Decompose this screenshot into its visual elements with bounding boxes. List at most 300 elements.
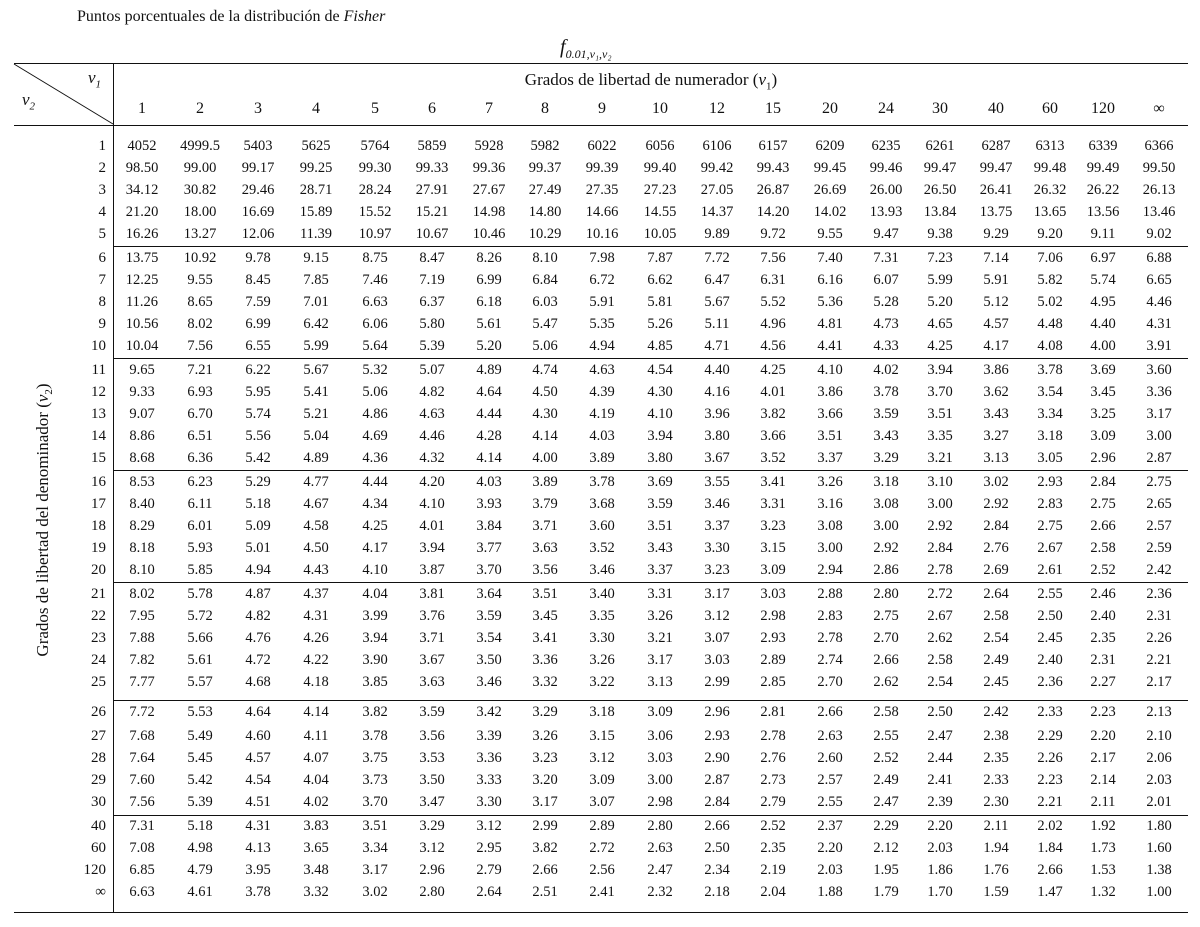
table-cell: 2.58: [983, 608, 1009, 624]
column-header: 8: [541, 100, 549, 117]
table-cell: 4.87: [245, 586, 271, 602]
table-cell: 3.79: [532, 496, 558, 512]
table-cell: 4.36: [362, 450, 388, 466]
table-cell: 3.59: [476, 608, 502, 624]
table-cell: 5.29: [245, 474, 271, 490]
table-cell: 5.09: [245, 518, 271, 534]
table-cell: 2.83: [817, 608, 843, 624]
column-header: 40: [988, 100, 1004, 117]
table-cell: 3.77: [476, 540, 502, 556]
table-cell: 6.70: [187, 406, 213, 422]
table-cell: 2.92: [927, 518, 953, 534]
table-cell: 8.29: [129, 518, 155, 534]
table-cell: 8.10: [532, 250, 558, 266]
column-header: 20: [822, 100, 838, 117]
table-cell: 3.35: [927, 428, 953, 444]
table-cell: 3.56: [419, 728, 445, 744]
column-header: 4: [312, 100, 320, 117]
table-cell: 1.79: [873, 884, 899, 900]
table-cell: 3.43: [873, 428, 899, 444]
table-cell: 3.43: [983, 406, 1009, 422]
table-cell: 6.36: [187, 450, 213, 466]
table-cell: 2.67: [1037, 540, 1063, 556]
table-cell: 2.84: [1090, 474, 1116, 490]
table-cell: 2.96: [419, 862, 445, 878]
table-cell: 8.02: [187, 316, 213, 332]
table-cell: 10.46: [472, 226, 506, 242]
table-cell: 2.66: [1090, 518, 1116, 534]
table-cell: 2.26: [1146, 630, 1172, 646]
table-cell: 2.11: [983, 818, 1009, 834]
table-cell: 2.89: [760, 652, 786, 668]
table-cell: 4.63: [589, 362, 615, 378]
table-cell: 2.04: [760, 884, 786, 900]
table-cell: 3.17: [647, 652, 673, 668]
table-cell: 3.51: [927, 406, 953, 422]
table-cell: 2.20: [927, 818, 953, 834]
table-cell: 2.67: [927, 608, 953, 624]
table-cell: 6261: [925, 138, 955, 154]
row-label: 9: [98, 316, 106, 332]
table-cell: 5.74: [1090, 272, 1116, 288]
table-cell: 3.63: [532, 540, 558, 556]
table-cell: 2.45: [983, 674, 1009, 690]
table-cell: 26.69: [813, 182, 847, 198]
table-cell: 5.06: [532, 338, 558, 354]
table-cell: 13.65: [1033, 204, 1067, 220]
table-cell: 3.26: [647, 608, 673, 624]
table-cell: 5.20: [476, 338, 502, 354]
table-cell: 4.81: [817, 316, 843, 332]
table-cell: 3.59: [873, 406, 899, 422]
table-cell: 3.46: [704, 496, 730, 512]
table-cell: 3.36: [476, 750, 502, 766]
table-cell: 3.59: [647, 496, 673, 512]
table-cell: 3.69: [647, 474, 673, 490]
table-cell: 6235: [871, 138, 901, 154]
table-cell: 9.72: [760, 226, 786, 242]
table-cell: 4.32: [419, 450, 445, 466]
table-cell: 3.65: [303, 840, 329, 856]
table-cell: 8.75: [362, 250, 388, 266]
table-cell: 1.94: [983, 840, 1009, 856]
table-cell: 2.61: [1037, 562, 1063, 578]
table-cell: 6.63: [362, 294, 388, 310]
table-cell: 6.07: [873, 272, 899, 288]
table-cell: 3.52: [760, 450, 786, 466]
table-cell: 4.57: [983, 316, 1009, 332]
table-cell: 2.50: [704, 840, 730, 856]
table-cell: 2.52: [1090, 562, 1116, 578]
table-cell: 2.12: [873, 840, 899, 856]
table-cell: 4.74: [532, 362, 558, 378]
table-cell: 3.96: [704, 406, 730, 422]
table-cell: 2.18: [704, 884, 730, 900]
table-cell: 2.73: [760, 772, 786, 788]
table-cell: 2.66: [817, 704, 843, 720]
table-cell: 2.90: [704, 750, 730, 766]
column-header: ∞: [1153, 100, 1165, 117]
table-caption: [77, 8, 385, 26]
statistic-base: f: [560, 36, 566, 58]
table-cell: 2.84: [983, 518, 1009, 534]
table-cell: 14.80: [528, 204, 562, 220]
table-cell: 4.07: [303, 750, 329, 766]
table-cell: 2.78: [760, 728, 786, 744]
table-cell: 2.88: [817, 586, 843, 602]
table-cell: 9.07: [129, 406, 155, 422]
table-cell: 2.86: [873, 562, 899, 578]
table-cell: 8.10: [129, 562, 155, 578]
table-cell: 4.02: [303, 794, 329, 810]
table-cell: 6.51: [187, 428, 213, 444]
table-cell: 4.64: [476, 384, 502, 400]
table-cell: 6.65: [1146, 272, 1172, 288]
table-cell: 4.72: [245, 652, 271, 668]
table-cell: 4.44: [476, 406, 502, 422]
table-cell: 1.59: [983, 884, 1009, 900]
table-cell: 8.47: [419, 250, 445, 266]
table-cell: 2.98: [760, 608, 786, 624]
table-cell: 3.66: [817, 406, 843, 422]
table-cell: 7.56: [129, 794, 155, 810]
table-cell: 3.17: [532, 794, 558, 810]
table-cell: 2.47: [873, 794, 899, 810]
table-cell: 4.85: [647, 338, 673, 354]
table-cell: 3.03: [647, 750, 673, 766]
table-cell: 13.84: [923, 204, 957, 220]
table-cell: 6157: [758, 138, 788, 154]
column-header: 5: [371, 100, 379, 117]
table-cell: 27.23: [643, 182, 677, 198]
table-cell: 3.82: [760, 406, 786, 422]
table-cell: 11.26: [125, 294, 159, 310]
table-cell: 29.46: [241, 182, 275, 198]
table-cell: 3.26: [589, 652, 615, 668]
table-cell: 4.65: [927, 316, 953, 332]
table-cell: 4.00: [1090, 338, 1116, 354]
table-cell: 2.21: [1146, 652, 1172, 668]
table-cell: 3.00: [873, 518, 899, 534]
table-cell: 4.26: [303, 630, 329, 646]
table-cell: 7.08: [129, 840, 155, 856]
table-cell: 9.78: [245, 250, 271, 266]
table-cell: 7.56: [187, 338, 213, 354]
table-cell: 2.19: [760, 862, 786, 878]
corner-v2-label: $v_2$: [22, 90, 36, 113]
table-cell: 3.68: [589, 496, 615, 512]
table-cell: 9.20: [1037, 226, 1063, 242]
table-cell: 7.72: [129, 704, 155, 720]
table-cell: 2.98: [647, 794, 673, 810]
table-cell: 2.20: [817, 840, 843, 856]
table-cell: 2.54: [983, 630, 1009, 646]
table-cell: 3.45: [532, 608, 558, 624]
table-cell: 3.48: [303, 862, 329, 878]
table-cell: 99.49: [1086, 160, 1120, 176]
table-cell: 10.56: [125, 316, 159, 332]
table-cell: 4.71: [704, 338, 730, 354]
table-cell: 18.00: [183, 204, 217, 220]
table-cell: 5.95: [245, 384, 271, 400]
table-cell: 2.80: [873, 586, 899, 602]
table-cell: 8.26: [476, 250, 502, 266]
table-cell: 3.70: [927, 384, 953, 400]
table-cell: 3.75: [362, 750, 388, 766]
column-header: 12: [709, 100, 725, 117]
table-cell: 5.41: [303, 384, 329, 400]
table-cell: 99.42: [700, 160, 734, 176]
table-cell: 2.14: [1090, 772, 1116, 788]
table-bottom-rule: [14, 912, 1188, 913]
group-rule: [114, 815, 1188, 816]
table-cell: 99.17: [241, 160, 275, 176]
table-cell: 5.20: [927, 294, 953, 310]
table-cell: 3.08: [817, 518, 843, 534]
row-label: 22: [91, 608, 106, 624]
statistic-subscript: 0.01,v₁,v₂: [565, 47, 612, 61]
table-cell: 2.87: [1146, 450, 1172, 466]
table-cell: 26.22: [1086, 182, 1120, 198]
table-cell: 3.09: [1090, 428, 1116, 444]
table-cell: 2.93: [760, 630, 786, 646]
table-cell: 3.78: [873, 384, 899, 400]
table-cell: 4.63: [419, 406, 445, 422]
table-cell: 26.00: [869, 182, 903, 198]
row-label: 21: [91, 586, 106, 602]
table-cell: 9.89: [704, 226, 730, 242]
table-cell: 14.55: [643, 204, 677, 220]
table-cell: 3.12: [476, 818, 502, 834]
table-cell: 4.76: [245, 630, 271, 646]
table-cell: 2.35: [1090, 630, 1116, 646]
table-cell: 6.55: [245, 338, 271, 354]
table-cell: 3.34: [362, 840, 388, 856]
table-cell: 4.25: [927, 338, 953, 354]
table-cell: 4.50: [303, 540, 329, 556]
table-cell: 10.16: [585, 226, 619, 242]
table-cell: 3.37: [647, 562, 673, 578]
table-cell: 3.00: [1146, 428, 1172, 444]
table-cell: 3.70: [362, 794, 388, 810]
table-cell: 7.82: [129, 652, 155, 668]
table-cell: 4.03: [589, 428, 615, 444]
table-cell: 2.96: [704, 704, 730, 720]
table-cell: 2.33: [983, 772, 1009, 788]
table-cell: 3.94: [362, 630, 388, 646]
table-cell: 7.59: [245, 294, 271, 310]
row-label: ∞: [95, 884, 106, 900]
table-cell: 2.63: [817, 728, 843, 744]
table-cell: 3.07: [704, 630, 730, 646]
table-cell: 4.14: [303, 704, 329, 720]
table-cell: 4.25: [760, 362, 786, 378]
table-cell: 5.67: [303, 362, 329, 378]
table-cell: 2.62: [927, 630, 953, 646]
table-cell: 2.54: [927, 674, 953, 690]
table-cell: 3.86: [817, 384, 843, 400]
table-cell: 7.77: [129, 674, 155, 690]
table-cell: 13.75: [125, 250, 159, 266]
table-cell: 2.29: [1037, 728, 1063, 744]
row-label: 17: [91, 496, 106, 512]
table-cell: 2.40: [1090, 608, 1116, 624]
row-label: 19: [91, 540, 106, 556]
table-cell: 99.48: [1033, 160, 1067, 176]
table-cell: 3.15: [760, 540, 786, 556]
table-cell: 2.75: [873, 608, 899, 624]
table-cell: 7.98: [589, 250, 615, 266]
table-cell: 6022: [587, 138, 617, 154]
table-cell: 2.46: [1090, 586, 1116, 602]
table-cell: 99.25: [299, 160, 333, 176]
table-cell: 8.40: [129, 496, 155, 512]
table-cell: 2.35: [760, 840, 786, 856]
row-label: 6: [98, 250, 106, 266]
table-cell: 4.31: [245, 818, 271, 834]
table-cell: 2.23: [1037, 772, 1063, 788]
table-cell: 2.74: [817, 652, 843, 668]
table-cell: 4.77: [303, 474, 329, 490]
table-cell: 15.52: [358, 204, 392, 220]
table-cell: 99.40: [643, 160, 677, 176]
table-cell: 13.93: [869, 204, 903, 220]
table-cell: 4.03: [476, 474, 502, 490]
table-cell: 10.67: [415, 226, 449, 242]
table-cell: 27.91: [415, 182, 449, 198]
table-cell: 5.80: [419, 316, 445, 332]
table-cell: 3.45: [1090, 384, 1116, 400]
table-cell: 2.92: [983, 496, 1009, 512]
table-cell: 4.10: [817, 362, 843, 378]
table-cell: 6.03: [532, 294, 558, 310]
table-cell: 3.15: [589, 728, 615, 744]
table-cell: 3.86: [983, 362, 1009, 378]
table-cell: 5625: [301, 138, 331, 154]
table-cell: 3.09: [647, 704, 673, 720]
table-cell: 3.64: [476, 586, 502, 602]
table-cell: 2.17: [1146, 674, 1172, 690]
table-cell: 5.39: [419, 338, 445, 354]
table-cell: 7.31: [873, 250, 899, 266]
table-cell: 3.60: [589, 518, 615, 534]
table-cell: 5928: [474, 138, 504, 154]
column-header: 6: [428, 100, 436, 117]
table-cell: 2.33: [1037, 704, 1063, 720]
table-cell: 3.87: [419, 562, 445, 578]
table-cell: 4.00: [532, 450, 558, 466]
table-cell: 2.03: [1146, 772, 1172, 788]
table-cell: 3.46: [476, 674, 502, 690]
table-cell: 2.10: [1146, 728, 1172, 744]
table-cell: 2.64: [983, 586, 1009, 602]
table-cell: 34.12: [125, 182, 159, 198]
row-label: 7: [98, 272, 106, 288]
table-cell: 6.85: [129, 862, 155, 878]
table-cell: 3.09: [589, 772, 615, 788]
table-cell: 4.02: [873, 362, 899, 378]
table-cell: 5.56: [245, 428, 271, 444]
table-cell: 2.75: [1037, 518, 1063, 534]
table-cell: 13.46: [1142, 204, 1176, 220]
table-cell: 2.95: [476, 840, 502, 856]
table-cell: 2.23: [1090, 704, 1116, 720]
table-cell: 7.40: [817, 250, 843, 266]
row-label: 3: [98, 182, 106, 198]
table-cell: 3.50: [476, 652, 502, 668]
table-cell: 3.22: [589, 674, 615, 690]
table-cell: 3.00: [927, 496, 953, 512]
table-cell: 14.98: [472, 204, 506, 220]
table-cell: 5.07: [419, 362, 445, 378]
table-cell: 4.18: [303, 674, 329, 690]
table-cell: 5.18: [187, 818, 213, 834]
table-cell: 5.81: [647, 294, 673, 310]
table-cell: 1.92: [1090, 818, 1116, 834]
table-cell: 14.20: [756, 204, 790, 220]
table-cell: 2.80: [647, 818, 673, 834]
table-cell: 4.14: [476, 450, 502, 466]
table-cell: 1.32: [1090, 884, 1116, 900]
table-cell: 2.32: [647, 884, 673, 900]
table-cell: 3.62: [983, 384, 1009, 400]
table-cell: 2.58: [873, 704, 899, 720]
table-cell: 27.05: [700, 182, 734, 198]
table-cell: 5.61: [187, 652, 213, 668]
table-cell: 3.03: [704, 652, 730, 668]
table-cell: 2.70: [873, 630, 899, 646]
table-cell: 99.36: [472, 160, 506, 176]
table-cell: 2.31: [1090, 652, 1116, 668]
table-cell: 2.03: [927, 840, 953, 856]
table-cell: 3.09: [760, 562, 786, 578]
table-cell: 3.18: [873, 474, 899, 490]
table-cell: 5.99: [927, 272, 953, 288]
table-cell: 3.52: [589, 540, 615, 556]
table-cell: 16.26: [125, 226, 159, 242]
table-cell: 4.56: [760, 338, 786, 354]
table-cell: 3.30: [476, 794, 502, 810]
table-cell: 6.31: [760, 272, 786, 288]
table-cell: 5982: [530, 138, 560, 154]
table-cell: 8.65: [187, 294, 213, 310]
table-cell: 3.93: [476, 496, 502, 512]
table-cell: 99.30: [358, 160, 392, 176]
table-cell: 1.60: [1146, 840, 1172, 856]
table-cell: 6.88: [1146, 250, 1172, 266]
table-cell: 3.34: [1037, 406, 1063, 422]
table-cell: 5.91: [589, 294, 615, 310]
table-cell: 7.56: [760, 250, 786, 266]
table-cell: 4.10: [419, 496, 445, 512]
table-cell: 7.14: [983, 250, 1009, 266]
table-cell: 1.70: [927, 884, 953, 900]
table-cell: 3.84: [476, 518, 502, 534]
table-cell: 15.89: [299, 204, 333, 220]
table-cell: 2.96: [1090, 450, 1116, 466]
table-cell: 5.85: [187, 562, 213, 578]
table-cell: 9.11: [1090, 226, 1116, 242]
table-cell: 5.36: [817, 294, 843, 310]
table-cell: 5.67: [704, 294, 730, 310]
table-cell: 6.18: [476, 294, 502, 310]
table-cell: 4.50: [532, 384, 558, 400]
table-cell: 4.34: [362, 496, 388, 512]
table-cell: 8.86: [129, 428, 155, 444]
table-cell: 4.57: [245, 750, 271, 766]
table-cell: 3.29: [873, 450, 899, 466]
table-cell: 5.39: [187, 794, 213, 810]
